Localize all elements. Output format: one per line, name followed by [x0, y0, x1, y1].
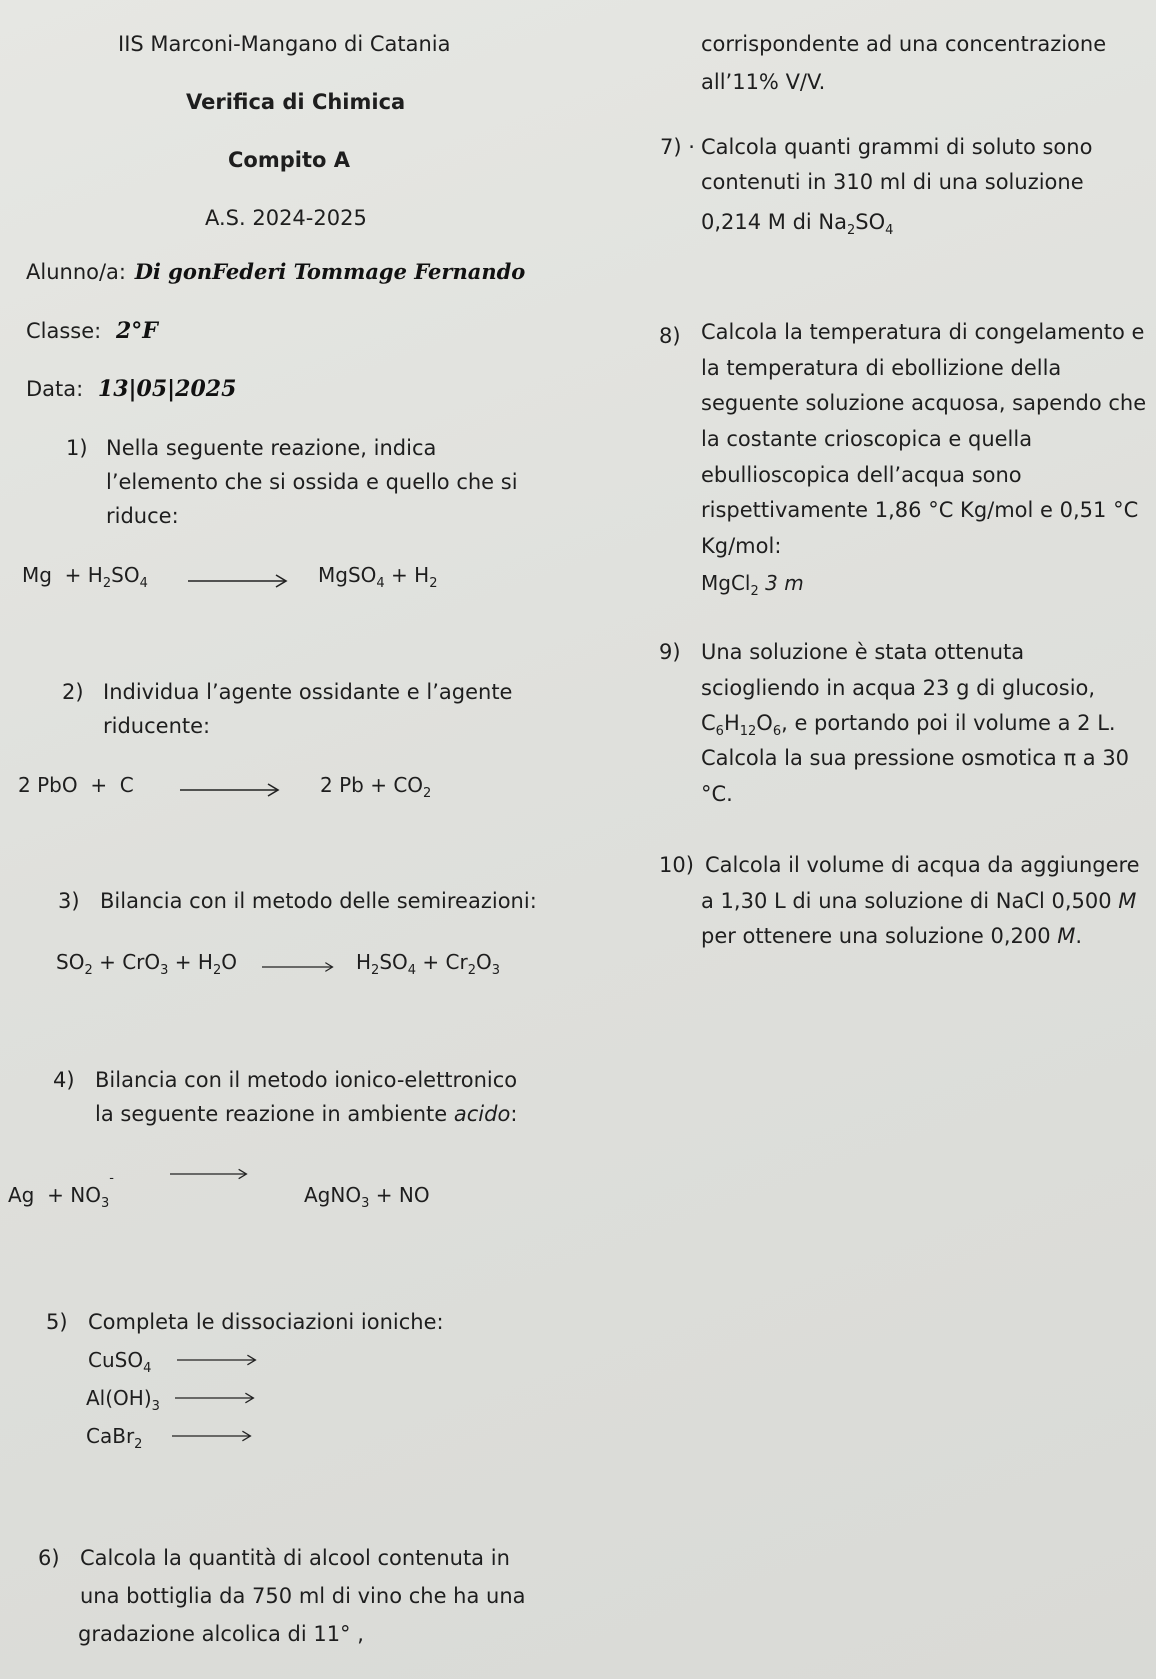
q9-line-1: Una soluzione è stata ottenuta	[701, 640, 1025, 664]
q3-products: $H_2SO_4 + Cr_2O_3$	[356, 950, 501, 978]
q4-arrow	[170, 1166, 248, 1182]
q6-line-3: gradazione alcolica di 11° ,	[78, 1622, 364, 1646]
q10-line-2: a 1,30 L di una soluzione di NaCl 0,500 M	[701, 889, 1137, 913]
test-version: Compito A	[228, 148, 350, 172]
q4-equation: $Ag + NO_3^-$	[8, 1171, 114, 1211]
q10-line-3: per ottenere una soluzione 0,200 M.	[701, 924, 1083, 948]
q3-arrow	[262, 959, 334, 975]
q4-number: 4)	[53, 1068, 75, 1092]
q8-line-5: ebullioscopica dell’acqua sono	[701, 463, 1022, 487]
q8-line-7: Kg/mol:	[701, 534, 782, 558]
date-label: Data:	[26, 377, 84, 401]
q2-line-1: Individua l’agente ossidante e l’agente	[103, 680, 513, 704]
q9-number: 9)	[659, 640, 681, 664]
q6-line-4: corrispondente ad una concentrazione	[701, 32, 1107, 56]
q5-item-2: $Al(OH)_3$	[86, 1386, 160, 1414]
q8-line-6: rispettivamente 1,86 °C Kg/mol e 0,51 °C	[701, 498, 1139, 522]
q1-number: 1)	[66, 436, 88, 460]
q2-products: 2 $Pb + CO_2$	[320, 773, 432, 801]
q4-line-1: Bilancia con il metodo ionico-elettronico	[95, 1068, 518, 1092]
page-title: Verifica di Chimica	[186, 90, 406, 114]
student-name-handwritten: Di gonFederi Tommage Fernando	[134, 259, 526, 284]
school-year: A.S. 2024-2025	[205, 206, 367, 230]
q8-formula: MgCl$_2$ 3 m	[701, 571, 804, 599]
q8-line-1: Calcola la temperatura di congelamento e	[701, 320, 1145, 344]
q5-line: Completa le dissociazioni ioniche:	[88, 1310, 444, 1334]
q5-arrow-2	[175, 1390, 255, 1406]
q5-arrow-3	[172, 1428, 252, 1444]
q10-number: 10)	[659, 853, 694, 877]
q3-equation: $SO_2 + CrO_3 + H_2O$	[56, 950, 237, 978]
q5-item-3: CaBr$_2$	[86, 1424, 143, 1452]
q7-number: 7) ·	[660, 135, 695, 159]
q1-equation: $Mg + H_2SO_4$	[22, 563, 148, 591]
q2-arrow	[163, 782, 297, 798]
q5-item-1: CuSO$_4$	[88, 1348, 152, 1376]
q6-line-5: all’11% V/V.	[701, 70, 826, 94]
q1-arrow	[187, 573, 289, 589]
q3-line: Bilancia con il metodo delle semireazioni:	[100, 889, 537, 913]
q9-line-3: $C_6H_{12}O_6$, e portando poi il volume a 2 L.	[701, 711, 1116, 740]
q1-line-1: Nella seguente reazione, indica	[106, 436, 437, 460]
q5-arrow-1	[177, 1352, 257, 1368]
class-handwritten: 2°F	[115, 318, 158, 344]
q4-line-2: la seguente reazione in ambiente acido:	[95, 1102, 518, 1126]
student-label: Alunno/a:	[26, 260, 126, 284]
q6-line-1: Calcola la quantità di alcool contenuta in	[80, 1546, 510, 1570]
q10-line-1: Calcola il volume di acqua da aggiungere	[705, 853, 1140, 877]
q8-line-3: seguente soluzione acquosa, sapendo che	[701, 391, 1147, 415]
q2-equation: 2 PbO + C	[18, 773, 134, 797]
school-name: IIS Marconi-Mangano di Catania	[118, 32, 451, 56]
class-row	[26, 318, 158, 344]
date-row	[26, 376, 236, 402]
q3-number: 3)	[58, 889, 80, 913]
q2-line-2: riducente:	[103, 714, 211, 738]
q9-line-2: sciogliendo in acqua 23 g di glucosio,	[701, 676, 1096, 700]
date-handwritten: 13|05|2025	[97, 376, 237, 402]
q1-products: MgSO$_4$ + $H_2$	[318, 563, 438, 591]
q8-line-2: la temperatura di ebollizione della	[701, 356, 1062, 380]
q6-number: 6)	[38, 1546, 60, 1570]
student-row	[26, 259, 525, 284]
q8-line-4: la costante crioscopica e quella	[701, 427, 1033, 451]
q4-products: AgNO$_3$ + NO	[304, 1183, 430, 1211]
q6-line-2: una bottiglia da 750 ml di vino che ha una	[80, 1584, 526, 1608]
class-label: Classe:	[26, 319, 102, 343]
q8-number: 8)	[659, 324, 681, 348]
q7-line-2: contenuti in 310 ml di una soluzione	[701, 170, 1084, 194]
q9-line-4: Calcola la sua pressione osmotica π a 30	[701, 746, 1130, 770]
q7-line-1: Calcola quanti grammi di soluto sono	[701, 135, 1093, 159]
q5-number: 5)	[46, 1310, 68, 1334]
q9-line-5: °C.	[701, 782, 733, 806]
q7-line-3: 0,214 M di $Na_2SO_4$	[701, 210, 894, 239]
q2-number: 2)	[62, 680, 84, 704]
q1-line-3: riduce:	[106, 504, 179, 528]
q1-line-2: l’elemento che si ossida e quello che si	[106, 470, 518, 494]
